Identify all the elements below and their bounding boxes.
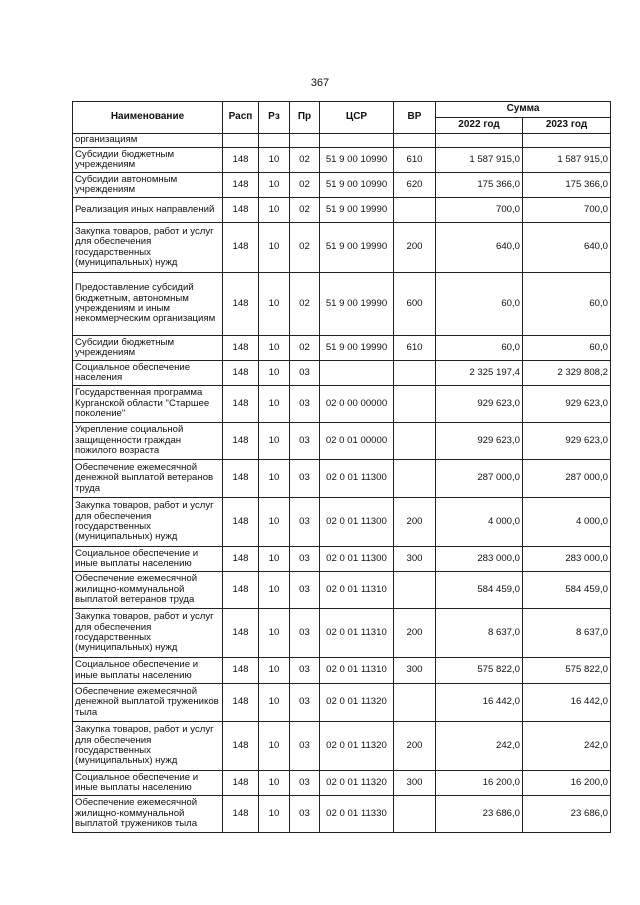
row-csr-cell	[320, 134, 394, 148]
row-2022-cell: 2 325 197,4	[436, 361, 523, 386]
table-row	[73, 423, 611, 460]
row-2023-cell: 16 442,0	[523, 684, 611, 722]
row-pr-cell: 03	[290, 658, 320, 684]
row-pr-cell: 03	[290, 498, 320, 547]
row-name-cell: Предоставление субсидий бюджетным, автономным учреждениям и иным некоммерческим организациям	[73, 273, 223, 336]
table-row	[73, 498, 611, 547]
row-pr-cell: 03	[290, 609, 320, 658]
table-row	[73, 134, 611, 148]
row-name-cell: Реализация иных направлений	[73, 198, 223, 223]
table-row	[73, 460, 611, 498]
table-row	[73, 547, 611, 572]
row-name-cell: Социальное обеспечение и иные выплаты населению	[73, 658, 223, 684]
row-pr-cell: 03	[290, 771, 320, 796]
table-header	[73, 102, 611, 134]
row-csr-cell: 02 0 01 11320	[320, 684, 394, 722]
row-rasp-cell: 148	[223, 423, 259, 460]
header-csr: ЦСР	[320, 102, 394, 134]
row-pr-cell: 02	[290, 223, 320, 273]
table-row	[73, 722, 611, 771]
row-rz-cell: 10	[259, 722, 290, 771]
row-2023-cell: 584 459,0	[523, 572, 611, 609]
table-row	[73, 658, 611, 684]
header-2023: 2023 год	[523, 118, 611, 134]
row-rasp-cell: 148	[223, 498, 259, 547]
row-2023-cell: 700,0	[523, 198, 611, 223]
row-2022-cell: 283 000,0	[436, 547, 523, 572]
row-rz-cell: 10	[259, 684, 290, 722]
row-2023-cell: 60,0	[523, 273, 611, 336]
row-2023-cell: 2 329 808,2	[523, 361, 611, 386]
row-vr-cell	[394, 134, 436, 148]
row-csr-cell: 51 9 00 19990	[320, 223, 394, 273]
row-rasp-cell: 148	[223, 658, 259, 684]
row-rz-cell: 10	[259, 423, 290, 460]
row-name-cell: Субсидии бюджетным учреждениям	[73, 336, 223, 361]
row-rasp-cell: 148	[223, 198, 259, 223]
header-2022: 2022 год	[436, 118, 523, 134]
row-vr-cell: 300	[394, 771, 436, 796]
row-name-cell: Субсидии автономным учреждениям	[73, 173, 223, 198]
row-csr-cell: 02 0 01 11320	[320, 722, 394, 771]
row-2022-cell: 16 200,0	[436, 771, 523, 796]
row-rz-cell: 10	[259, 361, 290, 386]
row-rasp-cell: 148	[223, 173, 259, 198]
row-name-cell: Закупка товаров, работ и услуг для обеспечения государственных (муниципальных) нужд	[73, 609, 223, 658]
row-2022-cell: 4 000,0	[436, 498, 523, 547]
row-pr-cell: 03	[290, 684, 320, 722]
table-row	[73, 684, 611, 722]
row-vr-cell: 610	[394, 148, 436, 173]
row-rasp-cell: 148	[223, 223, 259, 273]
row-vr-cell: 200	[394, 609, 436, 658]
table-row	[73, 361, 611, 386]
row-rz-cell: 10	[259, 198, 290, 223]
row-rasp-cell: 148	[223, 771, 259, 796]
row-pr-cell: 03	[290, 722, 320, 771]
header-rasp: Расп	[223, 102, 259, 134]
row-pr-cell: 02	[290, 198, 320, 223]
row-vr-cell: 200	[394, 722, 436, 771]
row-rz-cell: 10	[259, 460, 290, 498]
row-2022-cell: 287 000,0	[436, 460, 523, 498]
row-csr-cell: 02 0 01 11310	[320, 572, 394, 609]
table-body	[73, 134, 611, 833]
table-row	[73, 198, 611, 223]
row-2022-cell: 8 637,0	[436, 609, 523, 658]
table-row	[73, 572, 611, 609]
row-2022-cell: 584 459,0	[436, 572, 523, 609]
row-2022-cell: 929 623,0	[436, 386, 523, 423]
row-2023-cell: 287 000,0	[523, 460, 611, 498]
row-2023-cell: 929 623,0	[523, 423, 611, 460]
row-rz-cell: 10	[259, 796, 290, 833]
row-2022-cell: 575 822,0	[436, 658, 523, 684]
row-csr-cell: 02 0 01 11330	[320, 796, 394, 833]
header-name: Наименование	[73, 102, 223, 134]
row-pr-cell: 03	[290, 423, 320, 460]
row-rasp-cell: 148	[223, 722, 259, 771]
header-pr: Пр	[290, 102, 320, 134]
row-2022-cell: 23 686,0	[436, 796, 523, 833]
row-2022-cell: 16 442,0	[436, 684, 523, 722]
row-rz-cell: 10	[259, 771, 290, 796]
row-2022-cell: 929 623,0	[436, 423, 523, 460]
row-2022-cell: 175 366,0	[436, 173, 523, 198]
table-row	[73, 771, 611, 796]
row-rz-cell: 10	[259, 273, 290, 336]
row-vr-cell	[394, 361, 436, 386]
row-2023-cell: 23 686,0	[523, 796, 611, 833]
row-csr-cell: 51 9 00 19990	[320, 198, 394, 223]
row-csr-cell: 02 0 00 00000	[320, 386, 394, 423]
row-name-cell: Социальное обеспечение и иные выплаты населению	[73, 547, 223, 572]
header-rz: Рз	[259, 102, 290, 134]
row-rz-cell: 10	[259, 148, 290, 173]
row-name-cell: Государственная программа Курганской области "Старшее поколение"	[73, 386, 223, 423]
row-csr-cell: 02 0 01 11310	[320, 658, 394, 684]
row-rasp-cell: 148	[223, 547, 259, 572]
row-2023-cell: 60,0	[523, 336, 611, 361]
table-row	[73, 148, 611, 173]
row-rasp-cell: 148	[223, 609, 259, 658]
row-rasp-cell: 148	[223, 148, 259, 173]
row-2022-cell: 60,0	[436, 273, 523, 336]
row-name-cell: Обеспечение ежемесячной жилищно-коммунальной выплатой ветеранов труда	[73, 572, 223, 609]
row-vr-cell	[394, 386, 436, 423]
row-rz-cell: 10	[259, 386, 290, 423]
row-rasp-cell: 148	[223, 796, 259, 833]
table-row	[73, 273, 611, 336]
row-csr-cell: 02 0 01 11310	[320, 609, 394, 658]
row-pr-cell: 03	[290, 386, 320, 423]
row-csr-cell: 02 0 01 11300	[320, 498, 394, 547]
row-rz-cell: 10	[259, 609, 290, 658]
table-row	[73, 386, 611, 423]
row-vr-cell	[394, 423, 436, 460]
table-row	[73, 796, 611, 833]
row-csr-cell: 02 0 01 11300	[320, 460, 394, 498]
row-rz-cell: 10	[259, 336, 290, 361]
row-2023-cell: 4 000,0	[523, 498, 611, 547]
row-vr-cell	[394, 572, 436, 609]
row-pr-cell: 03	[290, 361, 320, 386]
row-name-cell: Укрепление социальной защищенности граждан пожилого возраста	[73, 423, 223, 460]
header-vr: ВР	[394, 102, 436, 134]
row-csr-cell: 51 9 00 10990	[320, 173, 394, 198]
row-rasp-cell	[223, 134, 259, 148]
row-pr-cell: 03	[290, 547, 320, 572]
row-2023-cell: 575 822,0	[523, 658, 611, 684]
row-name-cell: организациям	[73, 134, 223, 148]
row-vr-cell: 600	[394, 273, 436, 336]
row-rasp-cell: 148	[223, 273, 259, 336]
row-vr-cell	[394, 460, 436, 498]
row-vr-cell	[394, 198, 436, 223]
row-name-cell: Субсидии бюджетным учреждениям	[73, 148, 223, 173]
row-rz-cell: 10	[259, 572, 290, 609]
row-csr-cell: 51 9 00 19990	[320, 273, 394, 336]
table-row	[73, 609, 611, 658]
row-2022-cell: 640,0	[436, 223, 523, 273]
row-vr-cell	[394, 796, 436, 833]
row-csr-cell: 51 9 00 10990	[320, 148, 394, 173]
page-number: 367	[310, 77, 330, 89]
row-rasp-cell: 148	[223, 684, 259, 722]
row-pr-cell: 02	[290, 173, 320, 198]
row-rasp-cell: 148	[223, 460, 259, 498]
row-vr-cell	[394, 684, 436, 722]
row-pr-cell: 03	[290, 460, 320, 498]
row-rasp-cell: 148	[223, 361, 259, 386]
row-pr-cell: 02	[290, 148, 320, 173]
row-name-cell: Закупка товаров, работ и услуг для обеспечения государственных (муниципальных) нужд	[73, 223, 223, 273]
row-2023-cell: 283 000,0	[523, 547, 611, 572]
row-name-cell: Обеспечение ежемесячной жилищно-коммунальной выплатой тружеников тыла	[73, 796, 223, 833]
row-vr-cell: 200	[394, 223, 436, 273]
row-2023-cell: 8 637,0	[523, 609, 611, 658]
row-rz-cell: 10	[259, 173, 290, 198]
row-csr-cell	[320, 361, 394, 386]
row-2023-cell: 242,0	[523, 722, 611, 771]
row-2023-cell: 16 200,0	[523, 771, 611, 796]
row-2022-cell: 1 587 915,0	[436, 148, 523, 173]
row-csr-cell: 02 0 01 11320	[320, 771, 394, 796]
row-2022-cell: 700,0	[436, 198, 523, 223]
table-row	[73, 223, 611, 273]
table-row	[73, 336, 611, 361]
row-vr-cell: 300	[394, 547, 436, 572]
row-vr-cell: 620	[394, 173, 436, 198]
row-rz-cell: 10	[259, 498, 290, 547]
table-row	[73, 173, 611, 198]
row-name-cell: Социальное обеспечение и иные выплаты населению	[73, 771, 223, 796]
row-2023-cell: 175 366,0	[523, 173, 611, 198]
row-name-cell: Закупка товаров, работ и услуг для обеспечения государственных (муниципальных) нужд	[73, 498, 223, 547]
row-2023-cell: 640,0	[523, 223, 611, 273]
row-2022-cell: 60,0	[436, 336, 523, 361]
row-name-cell: Обеспечение ежемесячной денежной выплатой тружеников тыла	[73, 684, 223, 722]
row-rz-cell: 10	[259, 658, 290, 684]
row-pr-cell: 02	[290, 273, 320, 336]
row-pr-cell: 03	[290, 572, 320, 609]
row-name-cell: Закупка товаров, работ и услуг для обеспечения государственных (муниципальных) нужд	[73, 722, 223, 771]
row-rasp-cell: 148	[223, 336, 259, 361]
row-rasp-cell: 148	[223, 386, 259, 423]
row-rz-cell: 10	[259, 547, 290, 572]
row-pr-cell: 02	[290, 336, 320, 361]
row-csr-cell: 02 0 01 11300	[320, 547, 394, 572]
row-2022-cell	[436, 134, 523, 148]
row-name-cell: Обеспечение ежемесячной денежной выплатой ветеранов труда	[73, 460, 223, 498]
row-pr-cell: 03	[290, 796, 320, 833]
row-rz-cell	[259, 134, 290, 148]
row-2023-cell: 1 587 915,0	[523, 148, 611, 173]
row-csr-cell: 51 9 00 19990	[320, 336, 394, 361]
row-csr-cell: 02 0 01 00000	[320, 423, 394, 460]
row-name-cell: Социальное обеспечение населения	[73, 361, 223, 386]
row-rasp-cell: 148	[223, 572, 259, 609]
row-rz-cell: 10	[259, 223, 290, 273]
budget-table	[72, 101, 611, 833]
header-sum: Сумма	[436, 102, 611, 118]
row-vr-cell: 200	[394, 498, 436, 547]
row-2022-cell: 242,0	[436, 722, 523, 771]
row-2023-cell: 929 623,0	[523, 386, 611, 423]
row-vr-cell: 610	[394, 336, 436, 361]
row-vr-cell: 300	[394, 658, 436, 684]
row-pr-cell	[290, 134, 320, 148]
row-2023-cell	[523, 134, 611, 148]
